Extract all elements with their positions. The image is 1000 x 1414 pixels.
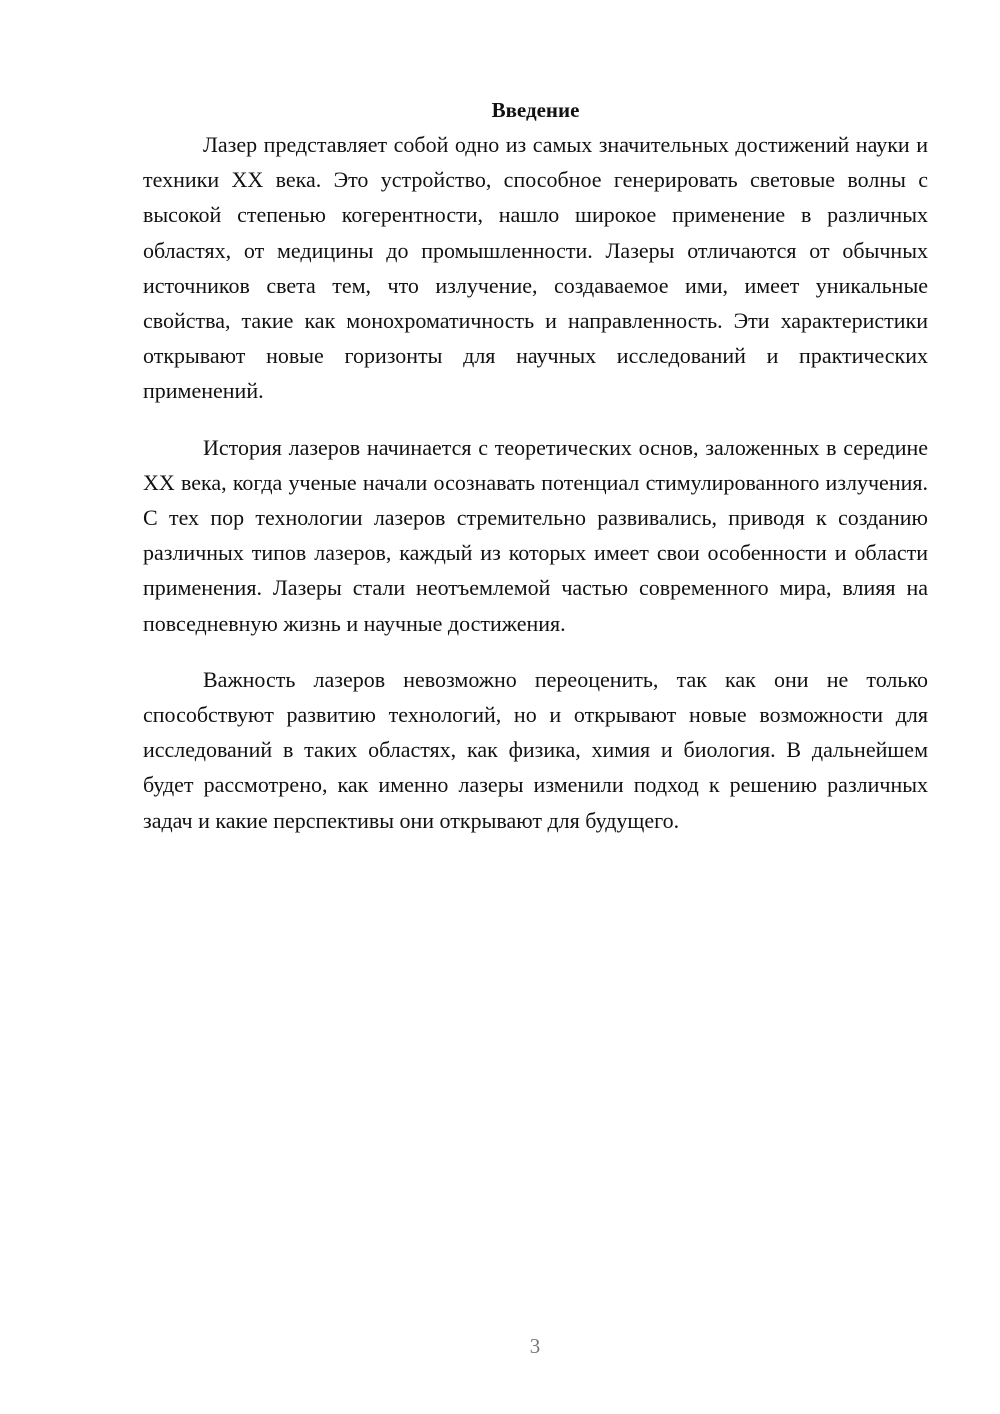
document-body	[143, 94, 928, 859]
paragraph-2: История лазеров начинается с теоретических основ, заложенных в середине XX века, когда ученые начали осознавать потенциал стимулированного излучения. С тех пор технологии лазеров стремительно развивались, приводя к созданию различных типов лазеров, каждый из которых имеет свои особенности и области применения. Лазеры стали неотъемлемой частью современного мира, влияя на повседневную жизнь и научные достижения.	[143, 434, 928, 636]
paragraph-1: Лазер представляет собой одно из самых значительных достижений науки и техники XX века. Это устройство, способное генерировать световые волны с высокой степенью когерентности, нашло широкое применение в различных областях, от медицины до промышленности. Лазеры отличаются от обычных источников света тем, что излучение, создаваемое ими, имеет уникальные свойства, такие как монохроматичность и направленность. Эти характеристики открывают новые горизонты для научных исследований и практических применений.	[143, 132, 928, 404]
page-number: 3	[529, 1334, 541, 1358]
section-heading: Введение	[491, 98, 580, 122]
paragraph-3: Важность лазеров невозможно переоценить, так как они не только способствуют развитию технологий, но и открывают новые возможности для исследований в таких областях, как физика, химия и биология. В дальнейшем будет рассмотрено, как именно лазеры изменили подход к решению различных задач и какие перспективы они открывают для будущего.	[143, 666, 928, 833]
